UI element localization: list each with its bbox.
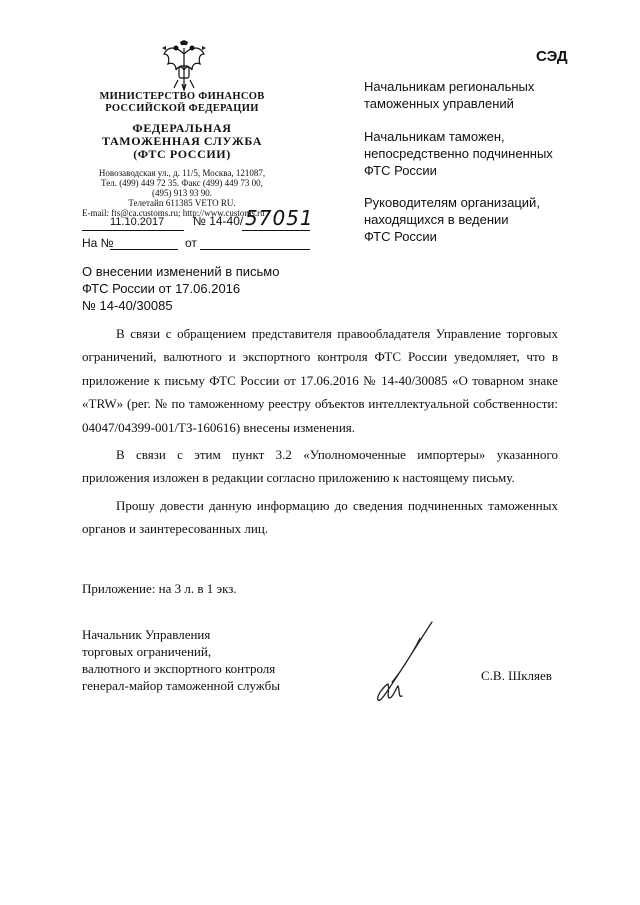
recipient-line: находящихся в ведении [364, 212, 509, 227]
signer-position-line: Начальник Управления [82, 627, 211, 642]
subject-line: № 14-40/30085 [82, 298, 173, 313]
registration-date: 11.10.2017 [110, 216, 165, 228]
letter-subject [82, 263, 342, 314]
reference-from-label: от [185, 236, 197, 250]
date-underline [82, 230, 184, 231]
handwritten-signature-icon [350, 620, 450, 710]
attachment-note: Приложение: на 3 л. в 1 экз. [82, 581, 237, 596]
recipient-block [364, 78, 604, 112]
address-line: Новозаводская ул., д. 11/5, Москва, 121087, [98, 168, 266, 178]
ministry-line-2: РОССИЙСКОЙ ФЕДЕРАЦИИ [105, 103, 259, 114]
recipient-line: таможенных управлений [364, 96, 514, 111]
service-line-2: ТАМОЖЕННАЯ СЛУЖБА [102, 134, 262, 148]
recipient-block [364, 128, 604, 179]
body-paragraph: Прошу довести данную информацию до сведения подчиненных таможенных органов и заинтересованных лиц. [82, 497, 558, 537]
signer-position-line: валютного и экспортного контроля [82, 661, 276, 676]
letter-body [82, 322, 558, 545]
address-line: E-mail: fts@ca.customs.ru; http://www.customs.ru [82, 208, 265, 218]
ministry-line-1: МИНИСТЕРСТВО ФИНАНСОВ [99, 91, 265, 102]
number-underline [242, 230, 310, 231]
recipient-line: Руководителям организаций, [364, 195, 540, 210]
service-line-1: ФЕДЕРАЛЬНАЯ [132, 121, 232, 135]
recipient-line: ФТС России [364, 229, 437, 244]
subject-line: О внесении изменений в письмо [82, 264, 280, 279]
service-line-3: (ФТС РОССИИ) [133, 147, 231, 161]
recipient-block [364, 194, 604, 245]
reference-underline [110, 249, 178, 250]
registration-number-handwritten: 57051 [245, 206, 314, 230]
recipient-line: Начальникам региональных [364, 79, 535, 94]
document-system-mark: СЭД [536, 48, 568, 65]
signer-position [82, 626, 322, 694]
reference-date-underline [200, 249, 310, 250]
registration-number-label: № 14-40/ [193, 214, 244, 228]
recipient-line: непосредственно подчиненных [364, 146, 553, 161]
signer-position-line: генерал-майор таможенной службы [82, 678, 280, 693]
subject-line: ФТС России от 17.06.2016 [82, 281, 241, 296]
organization-header [82, 91, 282, 218]
signer-name: С.В. Шкляев [481, 668, 552, 683]
body-paragraph: В связи с обращением представителя правообладателя Управление торговых ограничений, валютного и экспортного контроля ФТС России уведомляет, что в приложение к письму ФТС России от 17.06.2016 № 14-40/30085 «О товарном знаке «TRW» (рег. № по таможенному реестру объектов интеллектуальной собственности: 04047/04399-001/ТЗ-160616) внесены изменения. [82, 326, 558, 435]
address-line: Тел. (499) 449 72 35. Факс (499) 449 73 00, [101, 178, 263, 188]
signer-position-line: торговых ограничений, [82, 644, 212, 659]
body-paragraph: В связи с этим пункт 3.2 «Уполномоченные импортеры» указанного приложения изложен в редакции согласно приложению к настоящему письму. [82, 447, 558, 486]
address-line: Телетайп 611385 VETO RU. [128, 198, 236, 208]
address-line: (495) 913 93 90. [152, 188, 212, 198]
recipient-line: ФТС России [364, 163, 437, 178]
reference-label: На № [82, 236, 114, 250]
recipient-line: Начальникам таможен, [364, 129, 505, 144]
russian-double-headed-eagle-emblem-icon [160, 40, 208, 92]
